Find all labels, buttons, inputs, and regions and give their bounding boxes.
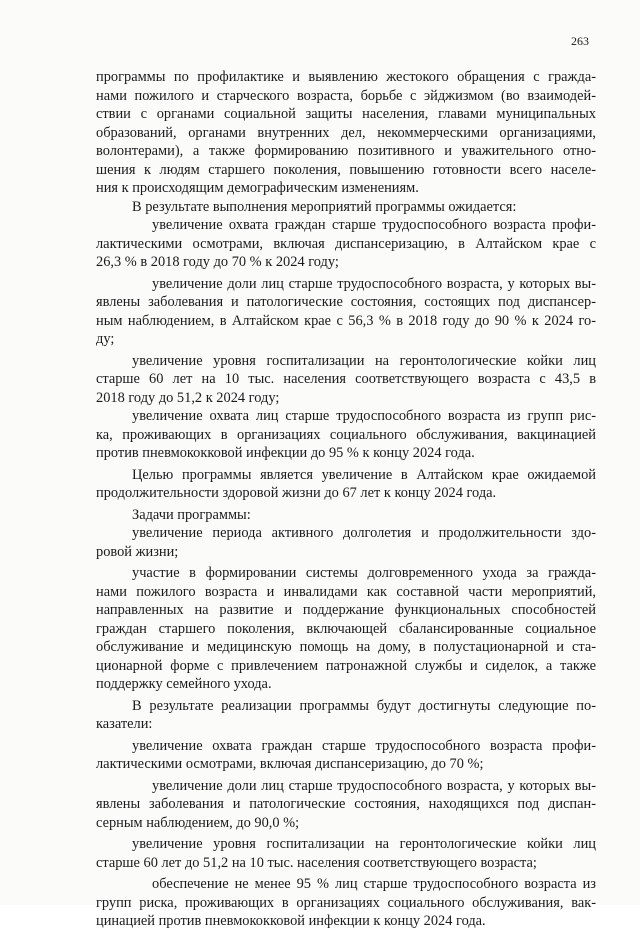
text-line: увеличение охвата граждан старше трудоспособного возраста профи- (132, 737, 596, 754)
text-line: казатели: (96, 716, 153, 732)
text-line: волонтерами), а также формированию позитивного и уважительного отно- (96, 143, 596, 159)
text-line: против пневмококковой инфекции до 95 % к концу 2024 года. (96, 445, 475, 461)
text-line: увеличение периода активного долголетия и продолжительности здо- (132, 525, 596, 541)
text-line: 26,3 % в 2018 году до 70 % к 2024 году; (96, 254, 339, 270)
text-line: ду; (96, 331, 115, 347)
text-line: ния к происходящим демографическим изменениям. (96, 180, 419, 196)
text-line: увеличение охвата лиц старше трудоспособного возраста из групп рис- (132, 408, 596, 424)
text-line: участие в формировании системы долговременного ухода за гражда- (132, 565, 596, 581)
text-line: увеличение доли лиц старше трудоспособного возраста, у которых вы- (152, 275, 596, 292)
text-line: ка, проживающих в организациях социального обслуживания, вакцинацией (96, 426, 596, 443)
text-line: шения к людям старшего поколения, повышению готовности всего населе- (96, 161, 596, 178)
text-line: граждан старшего поколения, включающей сбалансированные социальное (96, 620, 596, 637)
body-text (96, 68, 596, 931)
text-line: ционарной форме с привлечением патронажной службы и сиделок, а также (96, 657, 596, 674)
text-line: направленных на развитие и поддержание функциональных способностей (96, 602, 596, 618)
text-line: образований, органами внутренних дел, некоммерческими организациями, (96, 124, 596, 141)
text-line: лактическими осмотрами, включая диспансеризацию, до 70 %; (96, 756, 484, 772)
text-line: Целью программы является увеличение в Алтайском крае ожидаемой (132, 466, 596, 483)
text-line: старше 60 лет на 10 тыс. населения соответствующего возраста с 43,5 в (96, 371, 596, 387)
text-line: В результате выполнения мероприятий программы ожидается: (132, 198, 517, 215)
text-line: увеличение доли лиц старше трудоспособного возраста, у которых вы- (152, 777, 596, 794)
text-line: ным наблюдением, в Алтайском крае с 56,3 % в 2018 году до 90 % к 2024 го- (96, 312, 596, 329)
text-line: программы по профилактике и выявлению жестокого обращения с гражда- (96, 69, 596, 85)
text-line: старше 60 лет до 51,2 на 10 тыс. населения соответствующего возраста; (96, 854, 537, 871)
text-line: явлены заболевания и патологические состояния, состоящих под диспансер- (96, 294, 596, 310)
text-line: обеспечение не менее 95 % лиц старше трудоспособного возраста из (152, 876, 596, 892)
text-line: поддержку семейного ухода. (96, 676, 272, 692)
text-line: ровой жизни; (96, 543, 179, 560)
text-line: нами пожилого и старческого возраста, борьбе с эйджизмом (во взаимодей- (96, 87, 596, 104)
text-line: нами пожилого возраста и инвалидами как составной части мероприятий, (96, 583, 596, 600)
text-line: серным наблюдением, до 90,0 %; (96, 814, 300, 831)
text-line: цинацией против пневмококковой инфекции к концу 2024 года. (96, 913, 486, 929)
text-line: групп риска, проживающих в организациях социального обслуживания, вак- (96, 894, 596, 911)
text-line: ствии с органами социальной защиты населения, главами муниципальных (96, 106, 596, 122)
text-line: увеличение уровня госпитализации на геронтологические койки лиц (132, 836, 596, 852)
text-line: 2018 году до 51,2 к 2024 году; (96, 389, 280, 406)
text-line: увеличение уровня госпитализации на геронтологические койки лиц (132, 352, 596, 369)
page-number: 263 (571, 34, 589, 48)
text-line: увеличение охвата граждан старше трудоспособного возраста профи- (152, 217, 596, 233)
text-line: лактическими осмотрами, включая диспансеризацию, в Алтайском крае с (96, 235, 596, 252)
text-line: Задачи программы: (132, 506, 251, 523)
text-line: продолжительности здоровой жизни до 67 лет к концу 2024 года. (96, 485, 497, 501)
text-line: В результате реализации программы будут достигнуты следующие по- (132, 697, 596, 714)
text-line: обслуживание и медицинскую помощь на дому, в полустационарной и ста- (96, 639, 596, 655)
text-line: явлены заболевания и патологические состояния, находящихся под диспан- (96, 796, 596, 812)
